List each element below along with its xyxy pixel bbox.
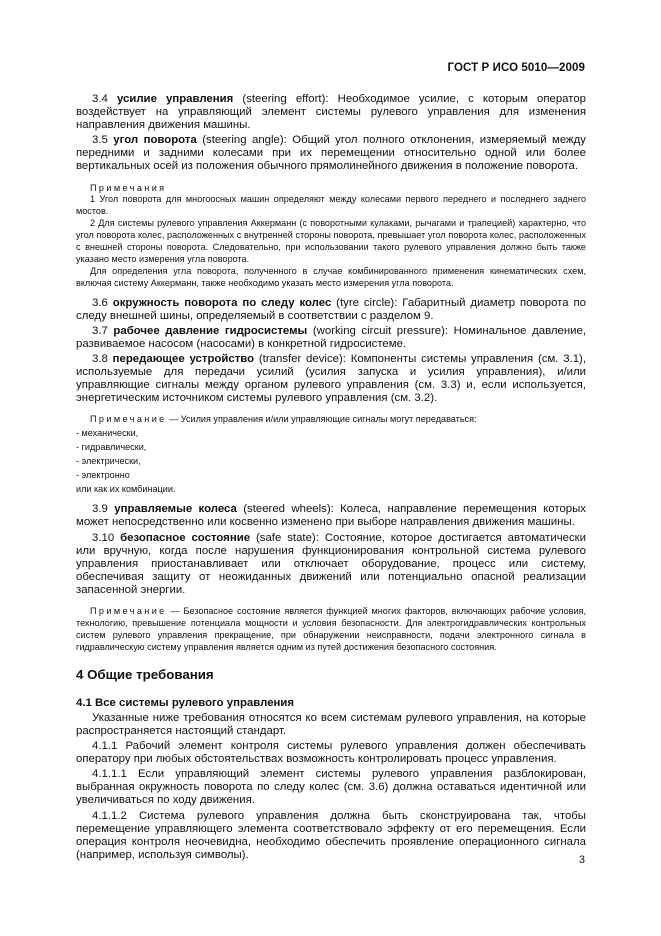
list-item: - механически, bbox=[76, 428, 139, 439]
note-2: 2 Для системы рулевого управления Аккерманн (с поворотными кулаками, рычагами и трапецией) характерно, что угол поворота колес, расположенных с внутренней стороны поворота, превышает угол поворота колес, расположенных с внешней стороны поворота. Следовательно, при использовании такого рулевого управления должно быть также указано место измерения угла поворота. bbox=[76, 218, 586, 264]
definition-3-4 bbox=[76, 93, 586, 132]
definition-text: (tyre circle): Габаритный диаметр поворота по следу внешней шины, определяемый в соответствии с разделом 9. bbox=[76, 296, 586, 322]
definition-text: (steering effort): Необходимое усилие, с которым оператор воздействует на управляющий элемент системы рулевого управления для изменения направления движения машины. bbox=[76, 93, 587, 132]
definition-3-9 bbox=[76, 503, 586, 529]
note-label: Примечание bbox=[90, 606, 167, 617]
page-number: 3 bbox=[578, 854, 585, 866]
note-1: 1 Угол поворота для многоосных машин определяют между колесами первого переднего и последнего заднего мостов. bbox=[76, 194, 586, 217]
clause-number: 3.9 bbox=[92, 503, 108, 516]
term: рабочее давление гидросистемы bbox=[113, 324, 308, 337]
list-tail: или как их комбинации. bbox=[76, 484, 176, 495]
notes-title: Примечания bbox=[90, 182, 167, 193]
term: усилие управления bbox=[116, 93, 234, 105]
note-3: Для определения угла поворота, полученного в случае комбинированного применения кинематических схем, включая систему Аккерманн, также необходимо указать место измерения угла поворота. bbox=[76, 265, 586, 288]
clause-number: 3.4 bbox=[92, 93, 108, 105]
list-item: - гидравлически, bbox=[76, 442, 147, 453]
document-code: ГОСТ Р ИСО 5010—2009 bbox=[447, 62, 585, 74]
note-safe-state bbox=[76, 606, 586, 654]
definition-text: (transfer device): Компоненты системы управления (см. 3.1), используемые для передачи усилий (усилия запуска и усилия управления), и/или управляющие сигналы между органом рулевого управления (см. 3.3) и, если используется, энергетическим источником системы рулевого управления (см. 3.2). bbox=[76, 353, 587, 405]
section-title: 4 Общие требования bbox=[76, 666, 214, 682]
clause-number: 3.7 bbox=[92, 324, 108, 337]
clause-number: 3.8 bbox=[92, 353, 108, 366]
term: угол поворота bbox=[113, 134, 197, 147]
definition-text: (working circuit pressure): Номинальное давление, развиваемое насосом (насосами) в конкретной гидросистеме. bbox=[76, 324, 586, 350]
definition-text: (safe state): Состояние, которое достигается автоматически или вручную, когда после нарушения функционирования контрольной система рулевого управления приостанавливает или отключает оборудование, процесс или систему, обеспечивая защиту от неожиданных движений или потенциально опасной реализации запасенной энергии. bbox=[76, 531, 586, 596]
paragraph-4-1-1: 4.1.1 Рабочий элемент контроля системы рулевого управления должен обеспечивать оператору при любых обстоятельствах возможность контролировать процесс управления. bbox=[76, 740, 586, 766]
definition-text: (steered wheels): Колеса, направление перемещения которых может непосредственно или косвенно изменено при выборе направления движения машины. bbox=[76, 503, 587, 529]
definition-3-5 bbox=[76, 134, 586, 173]
note-text: — Безопасное состояние является функцией многих факторов, включающих рабочие условия, технологию, превышение потенциала мощности и условия безопасности. Для электрогидравлических контрольных систем рулевого управления прекращение, при обнаружении неисправности, подачи электронного сигнала в гидравлическую систему управления является одним из путей достижения безопасного состояния. bbox=[76, 606, 586, 652]
paragraph-4-1-1-1: 4.1.1.1 Если управляющий элемент системы рулевого управления разблокирован, выбранная окружность поворота по следу колес (см. 3.6) должна оставаться идентичной или увеличиваться по ходу движения. bbox=[76, 768, 586, 807]
subsection-title: 4.1 Все системы рулевого управления bbox=[76, 696, 295, 709]
term: управляемые колеса bbox=[114, 503, 237, 516]
clause-number: 3.6 bbox=[92, 296, 108, 309]
list-item: - электрически, bbox=[76, 456, 141, 467]
clause-number: 3.10 bbox=[92, 531, 115, 544]
definition-3-8 bbox=[76, 353, 586, 405]
note-text: — Усилия управления и/или управляющие сигналы могут передаваться: bbox=[166, 414, 477, 425]
term: окружность поворота по следу колес bbox=[112, 296, 332, 309]
definition-3-10 bbox=[76, 532, 586, 597]
document-body bbox=[76, 93, 586, 864]
definition-3-7 bbox=[76, 325, 586, 351]
clause-number: 3.5 bbox=[92, 134, 108, 147]
note-transfer bbox=[76, 414, 586, 426]
list-item: - электронно bbox=[76, 470, 130, 481]
definition-text: (steering angle): Общий угол полного отклонения, измеряемый между передними и задними колесами при их перемещении относительно одной или более вертикальных осей из положения обычного прямолинейного движения в положение поворота. bbox=[76, 134, 587, 173]
term: безопасное состояние bbox=[120, 531, 251, 544]
note-label: Примечание bbox=[90, 414, 167, 425]
term: передающее устройство bbox=[112, 353, 255, 366]
paragraph-4-1: Указанные ниже требования относятся ко всем системам рулевого управления, на которые распространяется настоящий стандарт. bbox=[76, 711, 586, 737]
definition-3-6 bbox=[76, 297, 586, 323]
paragraph-4-1-1-2: 4.1.1.2 Система рулевого управления должна быть сконструирована так, чтобы перемещение управляющего элемента соответствовало эффекту от его перемещения. Если операция контроля неочевидна, необходимо обеспечить проявление операционного сигнала (например, используя символы). bbox=[76, 809, 586, 861]
